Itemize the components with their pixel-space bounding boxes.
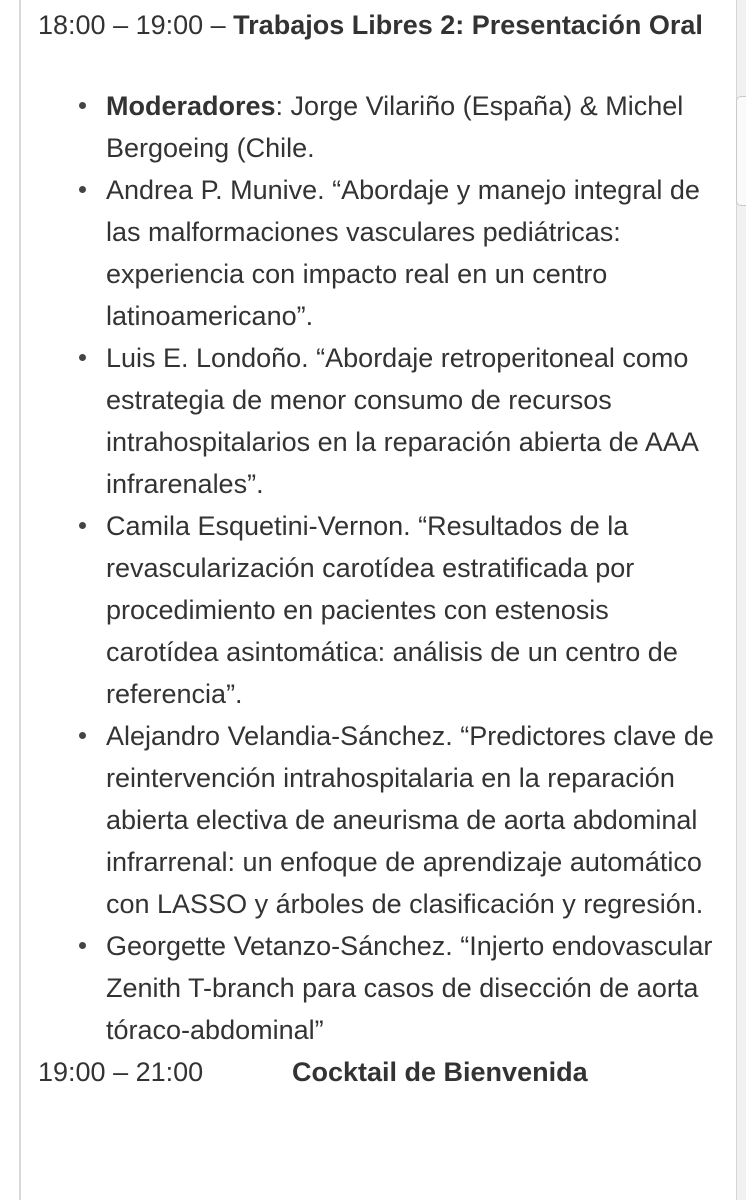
list-item — [38, 169, 718, 337]
left-border — [19, 0, 21, 1200]
list-item — [38, 337, 718, 505]
program-content — [38, 0, 718, 1093]
next-session-row — [38, 1051, 718, 1093]
list-item — [38, 715, 718, 925]
list-item — [38, 925, 718, 1051]
bullet-icon — [79, 186, 86, 193]
list-item — [38, 505, 718, 715]
talk-text: Andrea P. Munive. “Abordaje y manejo integral de las malformaciones vasculares pediátricas: experiencia con impacto real en un centro latinoamericano”. — [106, 175, 700, 331]
next-session-time: 19:00 – 21:00 — [38, 1057, 204, 1087]
talk-text: Camila Esquetini-Vernon. “Resultados de la revascularización carotídea estratificada por procedimiento en pacientes con estenosis carotídea asintomática: análisis de un centro de referencia”. — [106, 511, 678, 709]
bullet-icon — [79, 102, 86, 109]
session-title: Trabajos Libres 2: Presentación Oral — [233, 10, 703, 40]
talk-text: Luis E. Londoño. “Abordaje retroperitoneal como estrategia de menor consumo de recursos intrahospitalarios en la reparación abierta de AAA infrarenales”. — [106, 343, 698, 499]
session-header — [38, 4, 718, 46]
bullet-icon — [79, 354, 86, 361]
moderators-text: : Jorge Vilariño (España) & Michel Bergoeing (Chile. — [106, 91, 684, 163]
talk-text: Alejandro Velandia-Sánchez. “Predictores clave de reintervención intrahospitalaria en la reparación abierta electiva de aneurisma de aorta abdominal infrarrenal: un enfoque de aprendizaje automático con LASSO y árboles de clasificación y regresión. — [106, 721, 714, 919]
moderators-label: Moderadores — [106, 91, 276, 121]
talk-list — [38, 85, 718, 1051]
scrollbar-thumb[interactable] — [736, 96, 746, 206]
bullet-icon — [79, 732, 86, 739]
talk-text: Georgette Vetanzo-Sánchez. “Injerto endovascular Zenith T-branch para casos de disección de aorta tóraco-abdominal” — [106, 931, 713, 1045]
bullet-icon — [79, 522, 86, 529]
bullet-icon — [79, 942, 86, 949]
list-item-moderators — [38, 85, 718, 169]
session-time: 18:00 – 19:00 – — [38, 10, 234, 40]
next-session-title: Cocktail de Bienvenida — [292, 1057, 588, 1087]
